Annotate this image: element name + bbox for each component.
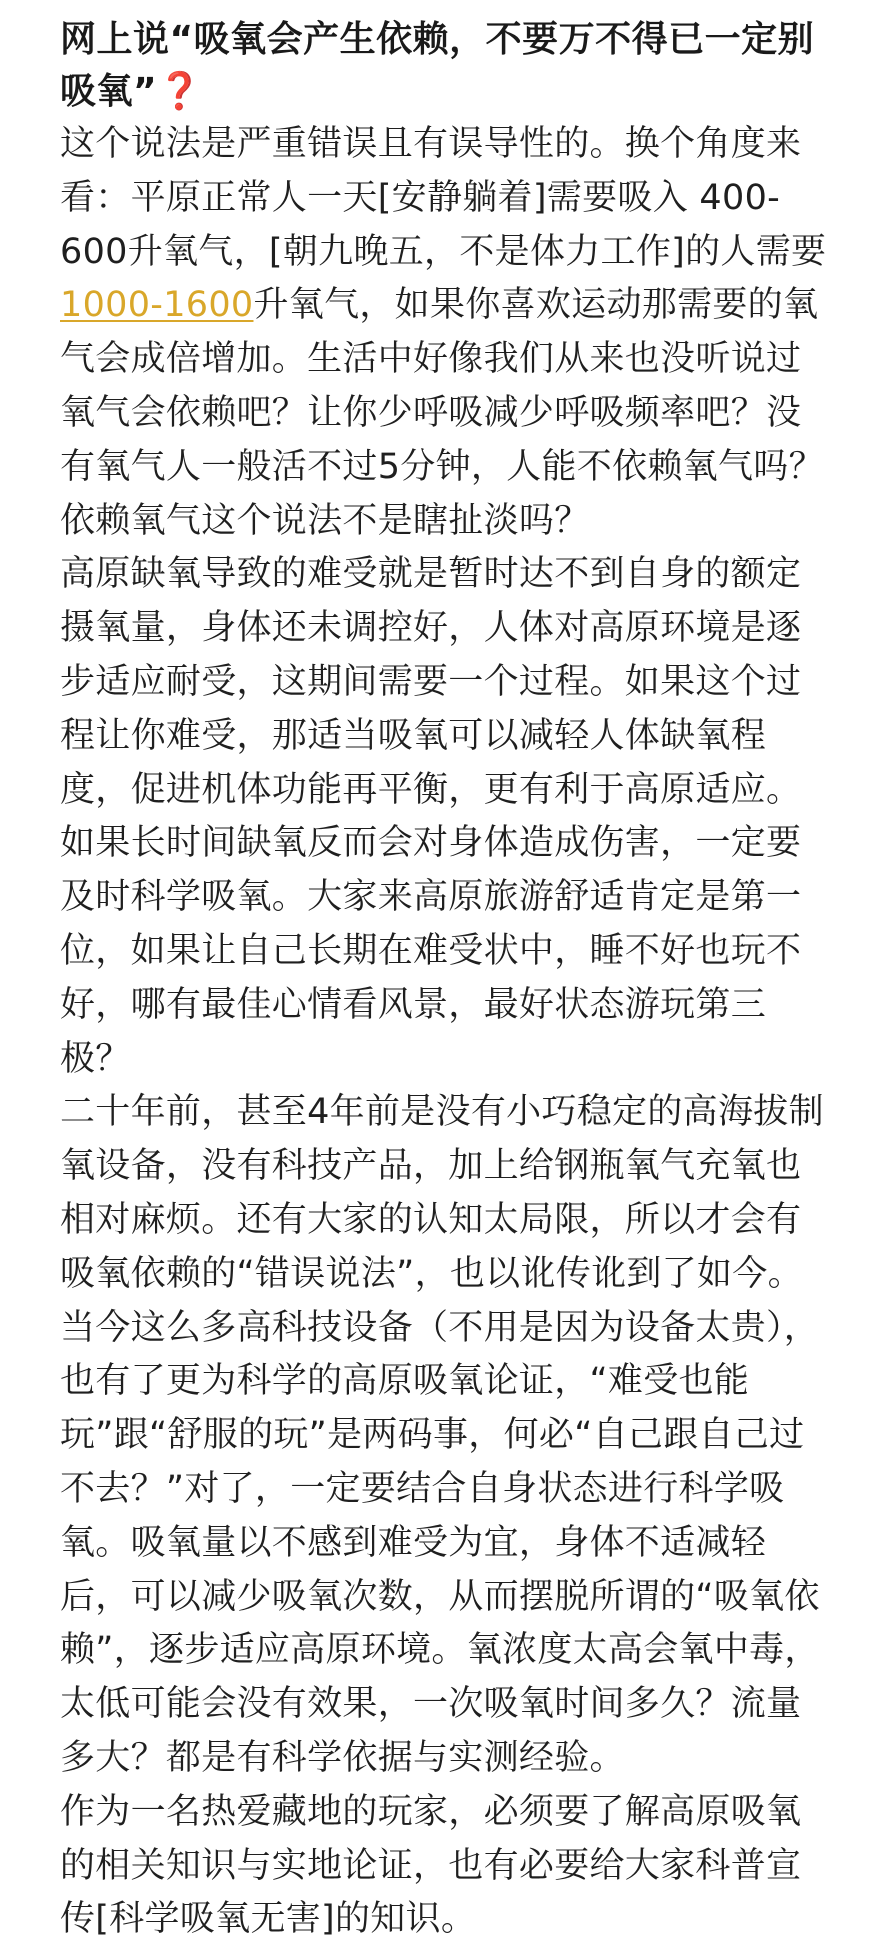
paragraph-3: 二十年前，甚至4年前是没有小巧稳定的高海拔制氧设备，没有科技产品，加上给钢瓶氧气充氧也相对麻烦。还有大家的认知太局限，所以才会有吸氧依赖的“错误说法”，也以讹传讹到了如今。当今这么多高科技设备（不用是因为设备太贵），也有了更为科学的高原吸氧论证，“难受也能玩”跟“舒服的玩”是两码事，何必“自己跟自己过不去？”对了，一定要结合自身状态进行科学吸氧。吸氧量以不感到难受为宜，身体不适减轻后，可以减少吸氧次数，从而摆脱所谓的“吸氧依赖”，逐步适应高原环境。氧浓度太高会氧中毒，太低可能会没有效果，一次吸氧时间多久？流量多大？都是有科学依据与实测经验。 xyxy=(60,1092,824,1778)
paragraph-2: 高原缺氧导致的难受就是暂时达不到自身的额定摄氧量，身体还未调控好，人体对高原环境是逐步适应耐受，这期间需要一个过程。如果这个过程让你难受，那适当吸氧可以减轻人体缺氧程度，促进机体功能再平衡，更有利于高原适应。如果长时间缺氧反而会对身体造成伤害，一定要及时科学吸氧。大家来高原旅游舒适肯定是第一位，如果让自己长期在难受状中，睡不好也玩不好，哪有最佳心情看风景，最好状态游玩第三极？ xyxy=(60,554,802,1079)
paragraph-1-after: 升氧气，如果你喜欢运动那需要的氧气会成倍增加。生活中好像我们从来也没听说过氧气会依赖吧？让你少呼吸减少呼吸频率吧？没有氧气人一般活不过5分钟，人能不依赖氧气吗？依赖氧气这个说法不是瞎扯淡吗？ xyxy=(60,285,824,541)
post-title-text: 网上说“吸氧会产生依赖，不要万不得已一定别吸氧” xyxy=(60,19,815,112)
oxygen-amount-link[interactable]: 1000-1600 xyxy=(60,285,254,326)
paragraph-4: 作为一名热爱藏地的玩家，必须要了解高原吸氧的相关知识与实地论证，也有必要给大家科普宣传[科学吸氧无害]的知识。 xyxy=(60,1791,802,1940)
question-mark-icon: ❓ xyxy=(157,71,203,112)
paragraph-1 xyxy=(60,118,834,548)
paragraph-1-before: 这个说法是严重错误且有误导性的。换个角度来看：平原正常人一天[安静躺着]需要吸入 400-600升氧气，[朝九晚五，不是体力工作]的人需要 xyxy=(60,124,827,272)
post-title xyxy=(60,14,834,118)
